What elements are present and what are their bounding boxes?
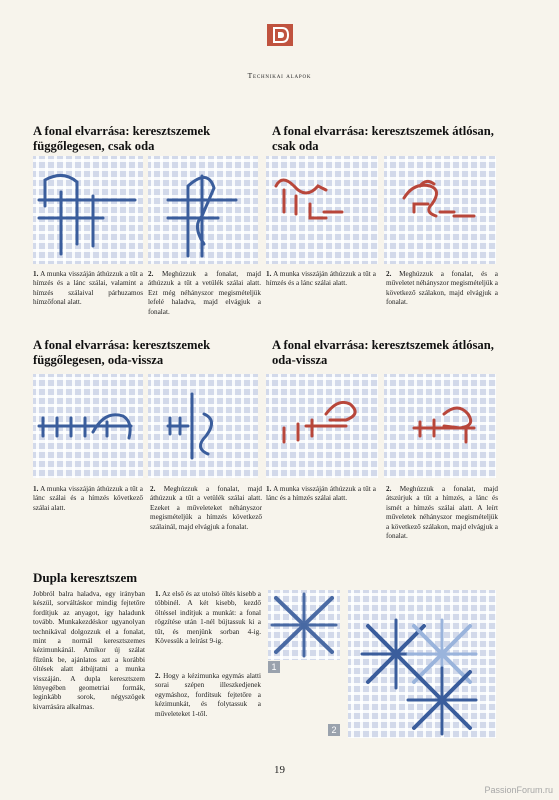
heading-s1: A fonal elvarrása: keresztszemek függőlegesen, csak oda: [33, 124, 211, 153]
body-col2-step2: [155, 672, 261, 719]
figure-double-cross-1: [268, 590, 340, 660]
caption-s1-step1-num: 1.: [33, 270, 39, 278]
caption-s1-step1: [33, 270, 143, 308]
caption-s2-step1-num: 1.: [266, 270, 272, 278]
figure-s3-step1: [33, 374, 143, 478]
caption-s2-step1-text: A munka visszáján áthúzzuk a tűt a hímzés és a lánc szálai alatt.: [266, 270, 376, 288]
caption-s4-step2: [386, 485, 498, 541]
running-header: Technikai alapok: [247, 71, 312, 80]
heading-s4: A fonal elvarrása: keresztszemek átlósan, oda-vissza: [272, 338, 494, 367]
figure-badge-2: 2: [328, 724, 340, 736]
figure-s1-step1: [33, 156, 143, 264]
caption-s1-step1-text: A munka visszáján áthúzzuk a tűt a hímzés és a lánc szálai, valamint a hímzés szálaival párhuzamos hímzőfonal alatt.: [33, 270, 143, 307]
caption-s3-step1-num: 1.: [33, 485, 39, 493]
caption-s1-step2: [148, 270, 261, 317]
watermark: PassionForum.ru: [484, 785, 553, 795]
figure-double-cross-2: [348, 590, 496, 738]
caption-s1-step2-num: 2.: [148, 270, 154, 278]
caption-s2-step1: [266, 270, 376, 289]
caption-s3-step1-text: A munka visszáján áthúzzuk a tűt a lánc szálai és a hímzés következő szálai alatt.: [33, 485, 143, 512]
figure-s3-step2: [148, 374, 258, 478]
figure-badge-1: 1: [268, 661, 280, 673]
heading-s3: A fonal elvarrása: keresztszemek függőlegesen, oda-vissza: [33, 338, 211, 367]
caption-s4-step2-num: 2.: [386, 485, 392, 493]
heading-s5: Dupla keresztszem: [33, 570, 138, 585]
figure-s1-step2: [148, 156, 258, 264]
page-number: 19: [274, 764, 285, 776]
heading-s2: A fonal elvarrása: keresztszemek átlósan, csak oda: [272, 124, 494, 153]
caption-s3-step1: [33, 485, 143, 513]
caption-s3-step2-num: 2.: [150, 485, 156, 493]
figure-s2-step1: [266, 156, 378, 264]
caption-s4-step1: [266, 485, 376, 504]
book-logo-icon: [266, 23, 294, 47]
body-col2-step2-text: Hogy a kézimunka egymás alatti sorai szépen illeszkedjenek egymáshoz, fordítsuk fejtetőre a kézimunkát, és folytassuk a műveleteket 1-től.: [155, 672, 261, 718]
body-col2-step1: [155, 590, 261, 646]
caption-s2-step2-num: 2.: [386, 270, 392, 278]
caption-s4-step2-text: Meghúzzuk a fonalat, majd átszúrjuk a tűt a hímzés, a lánc és ismét a hímzés szálai alatt. A leírt műveletek néhányszor megismételjük a következő szálakon, majd elvágjuk a fonalat.: [386, 485, 498, 541]
caption-s4-step1-num: 1.: [266, 485, 272, 493]
caption-s1-step2-text: Meghúzzuk a fonalat, majd áthúzzuk a tűt a vetülék szálai alatt. Ezt még néhányszor megismételjük lefelé haladva, majd elvágjuk a fonalat.: [148, 270, 261, 316]
figure-s4-step2: [384, 374, 496, 478]
body-col2-step1-num: 1.: [155, 590, 161, 598]
body-col2-step1-text: Az első és az utolsó öltés kisebb a többinél. A két kisebb, kezdő öltéssel indítjuk a munkát: a fonal rögzítése után 1-nél bújtassuk ki a tűt, és menjünk sorban 4-ig. Kövessük a leírást 9-ig.: [155, 590, 261, 646]
body-col2-step2-num: 2.: [155, 672, 161, 680]
caption-s3-step2-text: Meghúzzuk a fonalat, majd áthúzzuk a tűt a vetülék szálai alatt. Ezeket a műveleteket néhányszor megismételjük a hímzés következő szálainál, majd elvágjuk a fonalat.: [150, 485, 262, 531]
figure-s4-step1: [266, 374, 378, 478]
figure-s2-step2: [384, 156, 496, 264]
body-col1: Jobbról balra haladva, egy irányban készül, sorváltáskor mindig fejtetőre fordítjuk az anyagot, így haladunk tovább. Munkakezdéskor ugyanolyan technikával dolgozzuk el a fonalat, mint a normál keresztszemes kézimunkánál. Amikor új szálat fűzünk be, ajánlatos azt a korábbi öltések alatt átbújtatni a munka visszáján. A dupla keresztszem lényegében geometriai formák, leginkább sorok, négyszögek kivarrására alkalmas.: [33, 590, 145, 711]
caption-s4-step1-text: A munka visszáján áthúzzuk a tűt a lánc és a hímzés szálai alatt.: [266, 485, 376, 503]
caption-s2-step2: [386, 270, 498, 308]
caption-s2-step2-text: Meghúzzuk a fonalat, és a műveletet néhányszor megismételjük a következő szálakon, majd elvágjuk a fonalat.: [386, 270, 498, 307]
caption-s3-step2: [150, 485, 262, 532]
